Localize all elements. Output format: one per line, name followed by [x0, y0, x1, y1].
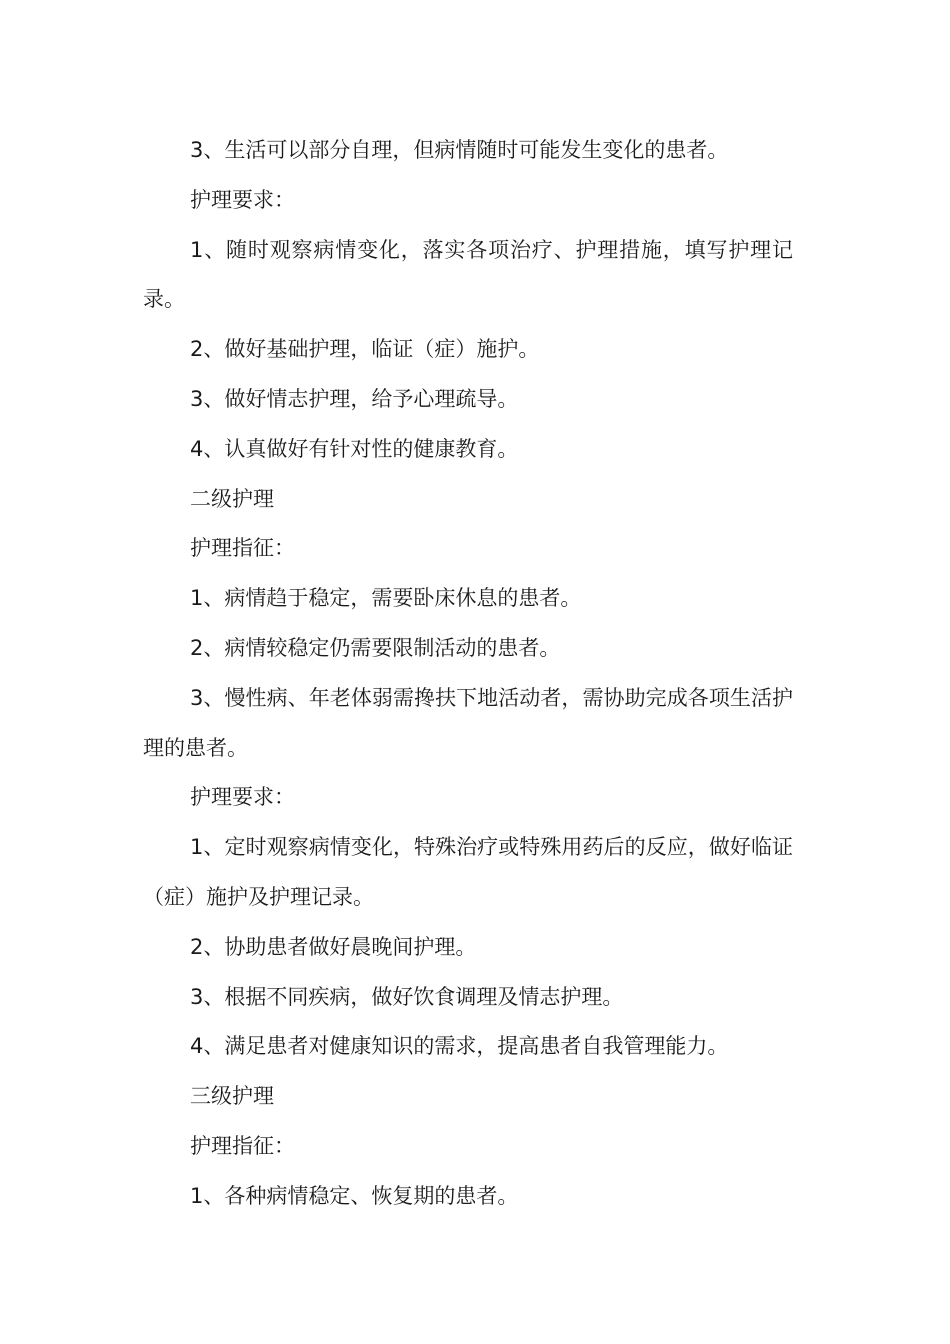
heading-level2-care: 二级护理	[190, 486, 274, 511]
paragraph-level2-requirement-1: 1、定时观察病情变化，特殊治疗或特殊用药后的反应，做好临证（症）施护及护理记录。	[143, 835, 793, 909]
paragraph-level3-indication-1: 1、各种病情稳定、恢复期的患者。	[190, 1183, 519, 1208]
paragraph-level2-requirement-2: 2、协助患者做好晨晚间护理。	[190, 934, 477, 959]
paragraph-level1-requirement-2: 2、做好基础护理，临证（症）施护。	[190, 337, 540, 362]
paragraph-level1-requirement-4: 4、认真做好有针对性的健康教育。	[190, 436, 519, 461]
heading-care-requirements: 护理要求：	[190, 785, 295, 810]
paragraph-level2-indication-1: 1、病情趋于稳定，需要卧床休息的患者。	[190, 586, 582, 611]
paragraph-level1-indication-3: 3、生活可以部分自理，但病情随时可能发生变化的患者。	[190, 138, 729, 162]
paragraph-level2-requirement-4: 4、满足患者对健康知识的需求，提高患者自我管理能力。	[190, 1034, 729, 1059]
paragraph-level1-requirement-3: 3、做好情志护理，给予心理疏导。	[190, 386, 519, 411]
heading-care-indications: 护理指征：	[190, 1133, 295, 1158]
heading-care-requirements: 护理要求：	[190, 187, 295, 212]
paragraph-level1-requirement-1: 1、随时观察病情变化，落实各项治疗、护理措施，填写护理记录。	[143, 237, 793, 312]
paragraph-level2-indication-3: 3、慢性病、年老体弱需搀扶下地活动者，需协助完成各项生活护理的患者。	[143, 685, 793, 760]
heading-care-indications: 护理指征：	[190, 536, 295, 561]
heading-level3-care: 三级护理	[190, 1084, 274, 1109]
paragraph-level2-requirement-3: 3、根据不同疾病，做好饮食调理及情志护理。	[190, 984, 624, 1009]
document-body	[143, 126, 793, 1222]
paragraph-level2-indication-2: 2、病情较稳定仍需要限制活动的患者。	[190, 635, 561, 660]
